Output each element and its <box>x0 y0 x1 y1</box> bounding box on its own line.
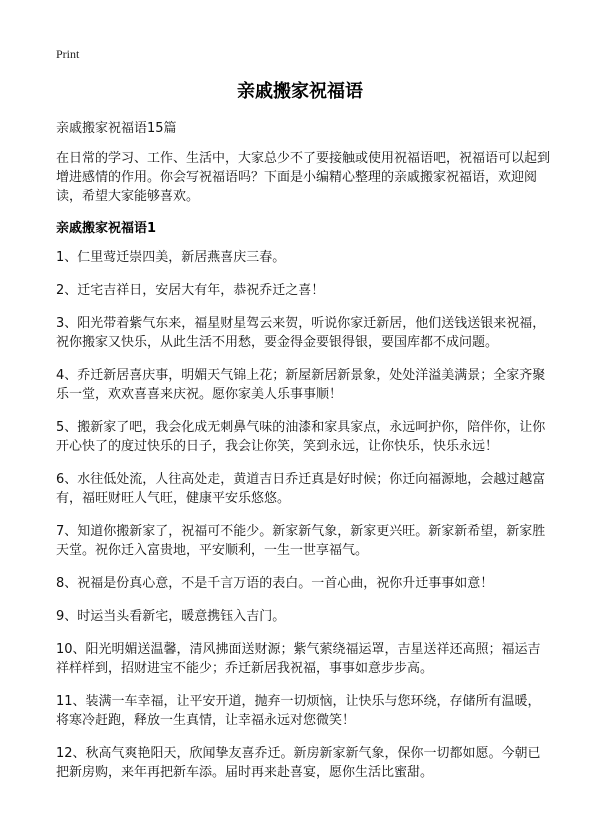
blessing-item-10: 10、阳光明媚送温馨，清风拂面送财源；紫气萦绕福运罩，吉星送祥还高照；福运吉祥样样到，招财进宝不能少；乔迁新居我祝福，事事如意步步高。 <box>56 642 541 676</box>
blessing-item-11: 11、装满一车幸福，让平安开道，抛弃一切烦恼，让快乐与您环绕，存储所有温暖，将寒冷赶跑，释放一生真情，让幸福永远对您微笑！ <box>56 694 541 728</box>
section-heading: 亲戚搬家祝福语1 <box>56 221 157 236</box>
blessing-item-8: 8、祝福是份真心意，不是千言万语的表白。一首心曲，祝你升迁事事如意！ <box>56 576 494 591</box>
blessing-item-12: 12、秋高气爽艳阳天，欣闻挚友喜乔迁。新房新家新气象，保你一切都如愿。今朝已把新房购，来年再把新车添。届时再来赴喜宴，愿你生活比蜜甜。 <box>56 746 541 780</box>
blessing-item-3: 3、阳光带着紫气东来，福星财星驾云来贺，听说你家迁新居，他们送钱送银来祝福，祝你搬家又快乐，从此生活不用愁，要金得金要银得银，要国库都不成问题。 <box>56 316 546 350</box>
article-subtitle: 亲戚搬家祝福语15篇 <box>56 121 177 136</box>
intro-paragraph: 在日常的学习、工作、生活中，大家总少不了要接触或使用祝福语吧，祝福语可以起到增进感情的作用。你会写祝福语吗？下面是小编精心整理的亲戚搬家祝福语，欢迎阅读，希望大家能够喜欢。 <box>56 151 551 204</box>
blessing-item-5: 5、搬新家了吧，我会化成无刺鼻气味的油漆和家具家点，永远呵护你，陪伴你，让你开心快了的度过快乐的日子，我会让你笑，笑到永远，让你快乐，快乐永远！ <box>56 420 546 454</box>
blessing-item-6: 6、水往低处流，人往高处走，黄道吉日乔迁真是好时候；你迁向福源地，会越过越富有，福旺财旺人气旺，健康平安乐悠悠。 <box>56 472 546 506</box>
print-link[interactable]: Print <box>56 47 80 61</box>
article-body <box>56 120 551 782</box>
page-title: 亲戚搬家祝福语 <box>237 81 363 102</box>
blessing-item-2: 2、迁宅吉祥日，安居大有年，恭祝乔迁之喜！ <box>56 283 325 298</box>
blessing-item-1: 1、仁里莺迁崇四美，新居燕喜庆三春。 <box>56 250 286 265</box>
blessing-item-4: 4、乔迁新居喜庆事，明媚天气锦上花；新屋新居新景象，处处洋溢美满景；全家齐聚乐一堂，欢欢喜喜来庆祝。愿你家美人乐事事顺！ <box>56 368 546 402</box>
blessing-item-9: 9、时运当头看新宅，暖意携钰入吉门。 <box>56 609 286 624</box>
blessing-item-7: 7、知道你搬新家了，祝福可不能少。新家新气象，新家更兴旺。新家新希望，新家胜天堂。祝你迁入富贵地，平安顺利，一生一世享福气。 <box>56 524 546 558</box>
